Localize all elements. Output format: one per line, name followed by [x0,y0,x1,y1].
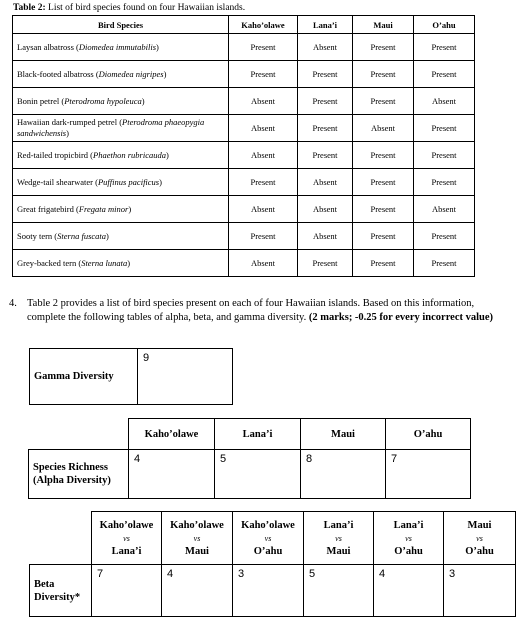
beta-row-label-line1: Beta [34,578,55,590]
beta-table [29,511,516,617]
beta-pair-vs: vs [335,533,342,543]
alpha-value-lanai[interactable]: 5 [215,450,301,499]
species-close-paren: ) [66,128,69,138]
alpha-table [28,418,471,499]
species-close-paren: ) [127,257,131,268]
beta-header-pair [444,512,516,565]
beta-pair-first: Kaho’olawe [241,519,295,531]
header-lanai: Lana’i [298,16,353,34]
presence-cell-oahu: Present [414,250,475,277]
presence-cell-lanai: Present [298,250,353,277]
presence-cell-oahu: Present [414,142,475,169]
beta-value-cell[interactable]: 4 [374,565,444,617]
species-common-name: Wedge-tail shearwater ( [17,176,98,187]
species-row [13,169,475,196]
alpha-row-label [29,450,129,499]
beta-header-row [30,512,516,565]
header-maui: Maui [353,16,414,34]
header-bird-species: Bird Species [13,16,229,34]
presence-cell-kahoolawe: Absent [229,88,298,115]
alpha-value-oahu[interactable]: 7 [386,450,471,499]
alpha-header-oahu: O’ahu [386,419,471,450]
species-close-paren: ) [106,230,109,241]
species-row [13,115,475,142]
species-name-cell [13,115,229,142]
beta-pair-vs: vs [405,533,412,543]
gamma-value[interactable]: 9 [138,349,233,405]
species-common-name: Laysan albatross ( [17,41,79,52]
species-common-name: Red-tailed tropicbird ( [17,149,94,160]
header-kahoolawe: Kaho’olawe [229,16,298,34]
species-table [12,15,475,277]
presence-cell-kahoolawe: Absent [229,250,298,277]
species-close-paren: ) [159,176,162,187]
presence-cell-oahu: Present [414,115,475,142]
gamma-label: Gamma Diversity [30,349,138,405]
species-latin-name: Sterna fuscata [57,230,107,241]
species-close-paren: ) [163,68,167,79]
species-name-cell [13,169,229,196]
beta-value-cell[interactable]: 3 [444,565,516,617]
species-row [13,196,475,223]
presence-cell-maui: Present [353,169,414,196]
beta-header-pair [92,512,162,565]
species-row [13,88,475,115]
alpha-corner [29,419,129,450]
species-row [13,61,475,88]
species-close-paren: ) [165,149,169,160]
presence-cell-maui: Present [353,61,414,88]
presence-cell-oahu: Present [414,34,475,61]
question-text: Table 2 provides a list of bird species present on each of four Hawaiian islands. Based on this information, complete the following tables of alpha, beta, and gamma diversity. [27,298,475,323]
species-common-name: Grey-backed tern ( [17,257,82,268]
beta-pair-vs: vs [476,533,483,543]
presence-cell-maui: Present [353,223,414,250]
alpha-value-row [29,450,471,499]
species-close-paren: ) [156,41,159,52]
beta-header-pair [233,512,304,565]
beta-pair-second: Maui [326,545,351,557]
alpha-header-lanai: Lana’i [215,419,301,450]
presence-cell-oahu: Absent [414,196,475,223]
beta-pair-vs: vs [123,533,130,543]
species-row [13,34,475,61]
species-latin-name: Sterna lunata [81,257,128,268]
alpha-header-maui: Maui [301,419,386,450]
beta-value-cell[interactable]: 4 [162,565,233,617]
species-name-cell [13,250,229,277]
species-latin-name: Diomedea immutabilis [78,41,157,52]
beta-pair-vs: vs [193,533,201,543]
presence-cell-kahoolawe: Present [229,169,298,196]
species-latin-name: Phaethon rubricauda [93,149,166,160]
header-oahu: O’ahu [414,16,475,34]
species-name-cell [13,196,229,223]
presence-cell-oahu: Present [414,169,475,196]
presence-cell-lanai: Present [298,88,353,115]
beta-pair-first: Kaho’olawe [170,519,224,531]
presence-cell-kahoolawe: Present [229,61,298,88]
species-common-name: Black-footed albatross ( [17,68,99,79]
species-close-paren: ) [128,203,132,214]
species-common-name: Sooty tern ( [17,230,58,241]
presence-cell-kahoolawe: Present [229,223,298,250]
beta-header-pair [162,512,233,565]
beta-row-label-line2: Diversity* [34,591,81,603]
presence-cell-oahu: Absent [414,88,475,115]
species-latin-name: Pterodroma phaeopygia sandwichensis [17,117,205,138]
presence-cell-kahoolawe: Absent [229,115,298,142]
alpha-value-maui[interactable]: 8 [301,450,386,499]
alpha-header-row [29,419,471,450]
presence-cell-maui: Present [353,250,414,277]
species-latin-name: Pterodroma hypoleuca [64,95,142,106]
presence-cell-lanai: Absent [298,196,353,223]
species-close-paren: ) [141,95,145,106]
species-row [13,142,475,169]
species-common-name: Great frigatebird ( [17,203,79,214]
alpha-row-label-line1: Species Richness [33,462,108,473]
species-common-name: Hawaiian dark-rumped petrel ( [17,117,123,127]
species-table-header-row [13,16,475,34]
presence-cell-oahu: Present [414,223,475,250]
gamma-table [29,348,233,405]
question-number: 4. [9,298,17,309]
presence-cell-lanai: Present [298,142,353,169]
alpha-header-kahoolawe: Kaho’olawe [129,419,215,450]
presence-cell-maui: Present [353,88,414,115]
species-latin-name: Diomedea nigripes [98,68,164,79]
presence-cell-kahoolawe: Absent [229,142,298,169]
question-4 [9,297,509,324]
presence-cell-maui: Present [353,142,414,169]
species-name-cell [13,223,229,250]
presence-cell-kahoolawe: Present [229,34,298,61]
beta-pair-first: Lana’i [323,519,354,531]
beta-value-cell[interactable]: 3 [233,565,304,617]
alpha-value-kahoolawe[interactable]: 4 [129,450,215,499]
question-body [27,297,509,324]
question-marks: (2 marks; -0.25 for every incorrect value) [308,311,494,323]
beta-header-pair [304,512,374,565]
species-row [13,223,475,250]
beta-pair-second: Maui [185,545,209,557]
presence-cell-lanai: Absent [298,169,353,196]
presence-cell-maui: Present [353,34,414,61]
beta-value-row [30,565,516,617]
species-name-cell [13,61,229,88]
beta-pair-second: O’ahu [394,545,423,557]
presence-cell-lanai: Present [298,115,353,142]
beta-corner [30,512,92,565]
species-table-body [13,34,475,277]
species-latin-name: Fregata minor [78,203,129,214]
presence-cell-lanai: Absent [298,223,353,250]
beta-pair-second: O’ahu [253,545,283,557]
presence-cell-maui: Present [353,196,414,223]
presence-cell-maui: Absent [353,115,414,142]
beta-row-label [30,565,92,617]
table-caption [13,3,245,13]
beta-pair-first: Kaho’olawe [99,519,154,531]
table-caption-label: Table 2: [13,3,46,13]
alpha-row-label-line2: (Alpha Diversity) [33,475,111,486]
beta-pair-second: Lana’i [111,545,142,557]
table-caption-text: List of bird species found on four Hawaiian islands. [45,3,246,13]
presence-cell-oahu: Present [414,61,475,88]
species-name-cell [13,34,229,61]
beta-value-cell[interactable]: 5 [304,565,374,617]
presence-cell-lanai: Present [298,61,353,88]
species-row [13,250,475,277]
species-latin-name: Puffinus pacificus [97,176,160,187]
beta-pair-first: Maui [467,519,492,531]
species-common-name: Bonin petrel ( [17,95,65,106]
beta-pair-second: O’ahu [465,545,494,557]
beta-value-cell[interactable]: 7 [92,565,162,617]
species-name-cell [13,142,229,169]
presence-cell-kahoolawe: Absent [229,196,298,223]
beta-pair-vs: vs [264,533,272,543]
presence-cell-lanai: Absent [298,34,353,61]
beta-pair-first: Lana’i [393,519,424,531]
beta-header-pair [374,512,444,565]
species-name-cell [13,88,229,115]
